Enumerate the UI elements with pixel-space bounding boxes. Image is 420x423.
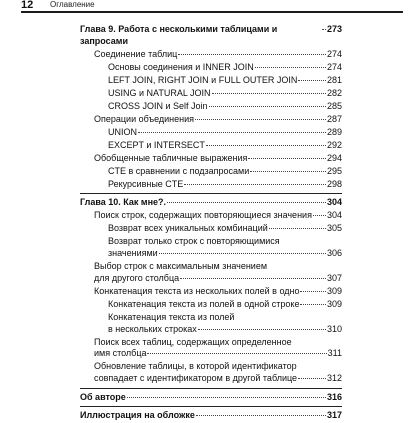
toc-page-number: 285 bbox=[326, 100, 342, 111]
toc-entry[interactable] bbox=[80, 49, 342, 61]
toc-entry[interactable] bbox=[80, 223, 342, 235]
dot-leader bbox=[147, 353, 326, 354]
toc-page-number: 309 bbox=[326, 285, 342, 296]
toc-entry[interactable] bbox=[80, 88, 342, 100]
toc-entry[interactable] bbox=[80, 312, 342, 335]
toc-entry-title: Соединение таблиц bbox=[94, 48, 178, 59]
toc-page-number: 292 bbox=[326, 139, 342, 150]
toc-page-number: 274 bbox=[326, 61, 342, 72]
toc-page-number: 294 bbox=[326, 152, 342, 163]
toc-entry-title-line: Обновление таблицы, в которой идентификатор bbox=[94, 361, 297, 372]
dot-leader bbox=[159, 253, 326, 254]
toc-entry-title: значениями bbox=[108, 248, 158, 259]
toc-entry-title: CROSS JOIN и Self Join bbox=[108, 100, 208, 111]
toc-entry-title-line: Конкатенация текста из полей bbox=[108, 311, 235, 322]
page-number: 12 bbox=[21, 0, 34, 11]
toc-entry-title: Конкатенация текста из полей в одной строке bbox=[108, 298, 300, 309]
toc-page-number: 305 bbox=[326, 223, 342, 234]
toc-page-number: 282 bbox=[326, 87, 342, 98]
dot-leader bbox=[322, 29, 326, 30]
toc-entry-title: USING и NATURAL JOIN bbox=[108, 87, 211, 98]
toc-page-number: 309 bbox=[326, 298, 342, 309]
dot-leader bbox=[138, 132, 326, 133]
dot-leader bbox=[178, 54, 326, 55]
toc-chapter-entry[interactable] bbox=[80, 392, 342, 404]
toc-entry[interactable] bbox=[80, 337, 342, 360]
toc-entry[interactable] bbox=[80, 286, 342, 298]
toc-entry-title: UNION bbox=[108, 126, 137, 137]
toc-page-number: 310 bbox=[326, 323, 342, 334]
toc-chapter-entry[interactable] bbox=[80, 24, 342, 47]
toc-entry-title: Иллюстрация на обложке bbox=[80, 410, 195, 421]
toc-entry-title: имя столбца bbox=[94, 348, 147, 359]
dot-leader bbox=[269, 228, 326, 229]
toc-page-number: 295 bbox=[326, 165, 342, 176]
toc-entry-title: Глава 10. Как мне?. bbox=[80, 197, 167, 208]
toc-entry-title: Основы соединения и INNER JOIN bbox=[108, 61, 254, 72]
dot-leader bbox=[196, 415, 326, 416]
dot-leader bbox=[298, 80, 326, 81]
toc-chapter-entry[interactable] bbox=[80, 410, 342, 422]
toc-entry[interactable] bbox=[80, 75, 342, 87]
dot-leader bbox=[127, 397, 326, 398]
section-divider bbox=[80, 406, 342, 407]
toc-entry[interactable] bbox=[80, 361, 342, 384]
toc-entry[interactable] bbox=[80, 299, 342, 311]
toc-entry-title: Конкатенация текста из нескольких полей в одно bbox=[94, 285, 300, 296]
toc-entry-title-line: Поиск всех таблиц, содержащих определенное bbox=[94, 336, 292, 347]
toc-chapter-entry[interactable] bbox=[80, 197, 342, 209]
toc-page-number: 274 bbox=[326, 48, 342, 59]
toc-entry-title: Обобщенные табличные выражения bbox=[94, 152, 248, 163]
dot-leader bbox=[248, 158, 326, 159]
section-divider bbox=[80, 388, 342, 389]
section-divider bbox=[80, 193, 342, 194]
running-title: Оглавление bbox=[50, 0, 95, 9]
toc-page-number: 287 bbox=[326, 113, 342, 124]
dot-leader bbox=[180, 278, 326, 279]
toc-entry[interactable] bbox=[80, 210, 342, 222]
table-of-contents bbox=[80, 24, 342, 423]
dot-leader bbox=[313, 215, 326, 216]
toc-page-number: 298 bbox=[326, 178, 342, 189]
dot-leader bbox=[212, 93, 326, 94]
dot-leader bbox=[195, 119, 326, 120]
toc-entry-title: Возврат всех уникальных комбинаций bbox=[108, 223, 268, 234]
toc-entry-title: Операции объединения bbox=[94, 113, 195, 124]
toc-entry-title: EXCEPT и INTERSECT bbox=[108, 139, 205, 150]
toc-entry-title: Рекурсивные CTE bbox=[108, 178, 184, 189]
toc-entry[interactable] bbox=[80, 114, 342, 126]
toc-entry-title: в нескольких строках bbox=[108, 323, 197, 334]
dot-leader bbox=[209, 106, 326, 107]
toc-entry-title: для другого столбца bbox=[94, 272, 180, 283]
toc-entry-title: совпадает с идентификатором в другой таблице bbox=[94, 372, 298, 383]
toc-page-number: 289 bbox=[326, 126, 342, 137]
dot-leader bbox=[206, 145, 326, 146]
dot-leader bbox=[167, 202, 326, 203]
toc-page-number: 304 bbox=[326, 197, 342, 208]
toc-entry-title-line: Выбор строк с максимальным значением bbox=[94, 261, 268, 272]
toc-page-number: 316 bbox=[326, 391, 342, 402]
dot-leader bbox=[198, 329, 326, 330]
toc-entry-title-line: Возврат только строк с повторяющимися bbox=[108, 236, 280, 247]
dot-leader bbox=[184, 184, 326, 185]
toc-page-number: 317 bbox=[326, 410, 342, 421]
toc-entry-title: LEFT JOIN, RIGHT JOIN и FULL OUTER JOIN bbox=[108, 74, 298, 85]
toc-entry[interactable] bbox=[80, 166, 342, 178]
toc-entry-title: Поиск строк, содержащих повторяющиеся значения bbox=[94, 210, 312, 221]
dot-leader bbox=[298, 378, 326, 379]
toc-page-number: 306 bbox=[326, 248, 342, 259]
dot-leader bbox=[255, 67, 326, 68]
dot-leader bbox=[300, 291, 325, 292]
toc-entry[interactable] bbox=[80, 261, 342, 284]
toc-entry[interactable] bbox=[80, 140, 342, 152]
dot-leader bbox=[250, 171, 326, 172]
toc-entry[interactable] bbox=[80, 236, 342, 259]
toc-page-number: 281 bbox=[326, 74, 342, 85]
toc-entry-title: CTE в сравнении с подзапросами bbox=[108, 165, 250, 176]
dot-leader bbox=[300, 304, 326, 305]
header-rule bbox=[21, 11, 403, 13]
toc-page-number: 273 bbox=[326, 24, 342, 34]
toc-page-number: 311 bbox=[327, 348, 342, 359]
toc-entry[interactable] bbox=[80, 127, 342, 139]
toc-entry[interactable] bbox=[80, 153, 342, 165]
toc-page-number: 307 bbox=[326, 272, 342, 283]
toc-entry[interactable] bbox=[80, 179, 342, 191]
page-header bbox=[0, 0, 420, 12]
toc-page-number: 304 bbox=[326, 210, 342, 221]
toc-page-number: 312 bbox=[326, 372, 342, 383]
toc-entry[interactable] bbox=[80, 62, 342, 74]
toc-entry[interactable] bbox=[80, 101, 342, 113]
toc-entry-title: Об авторе bbox=[80, 391, 126, 402]
toc-entry-title: Глава 9. Работа с несколькими таблицами и запросами bbox=[80, 24, 278, 46]
